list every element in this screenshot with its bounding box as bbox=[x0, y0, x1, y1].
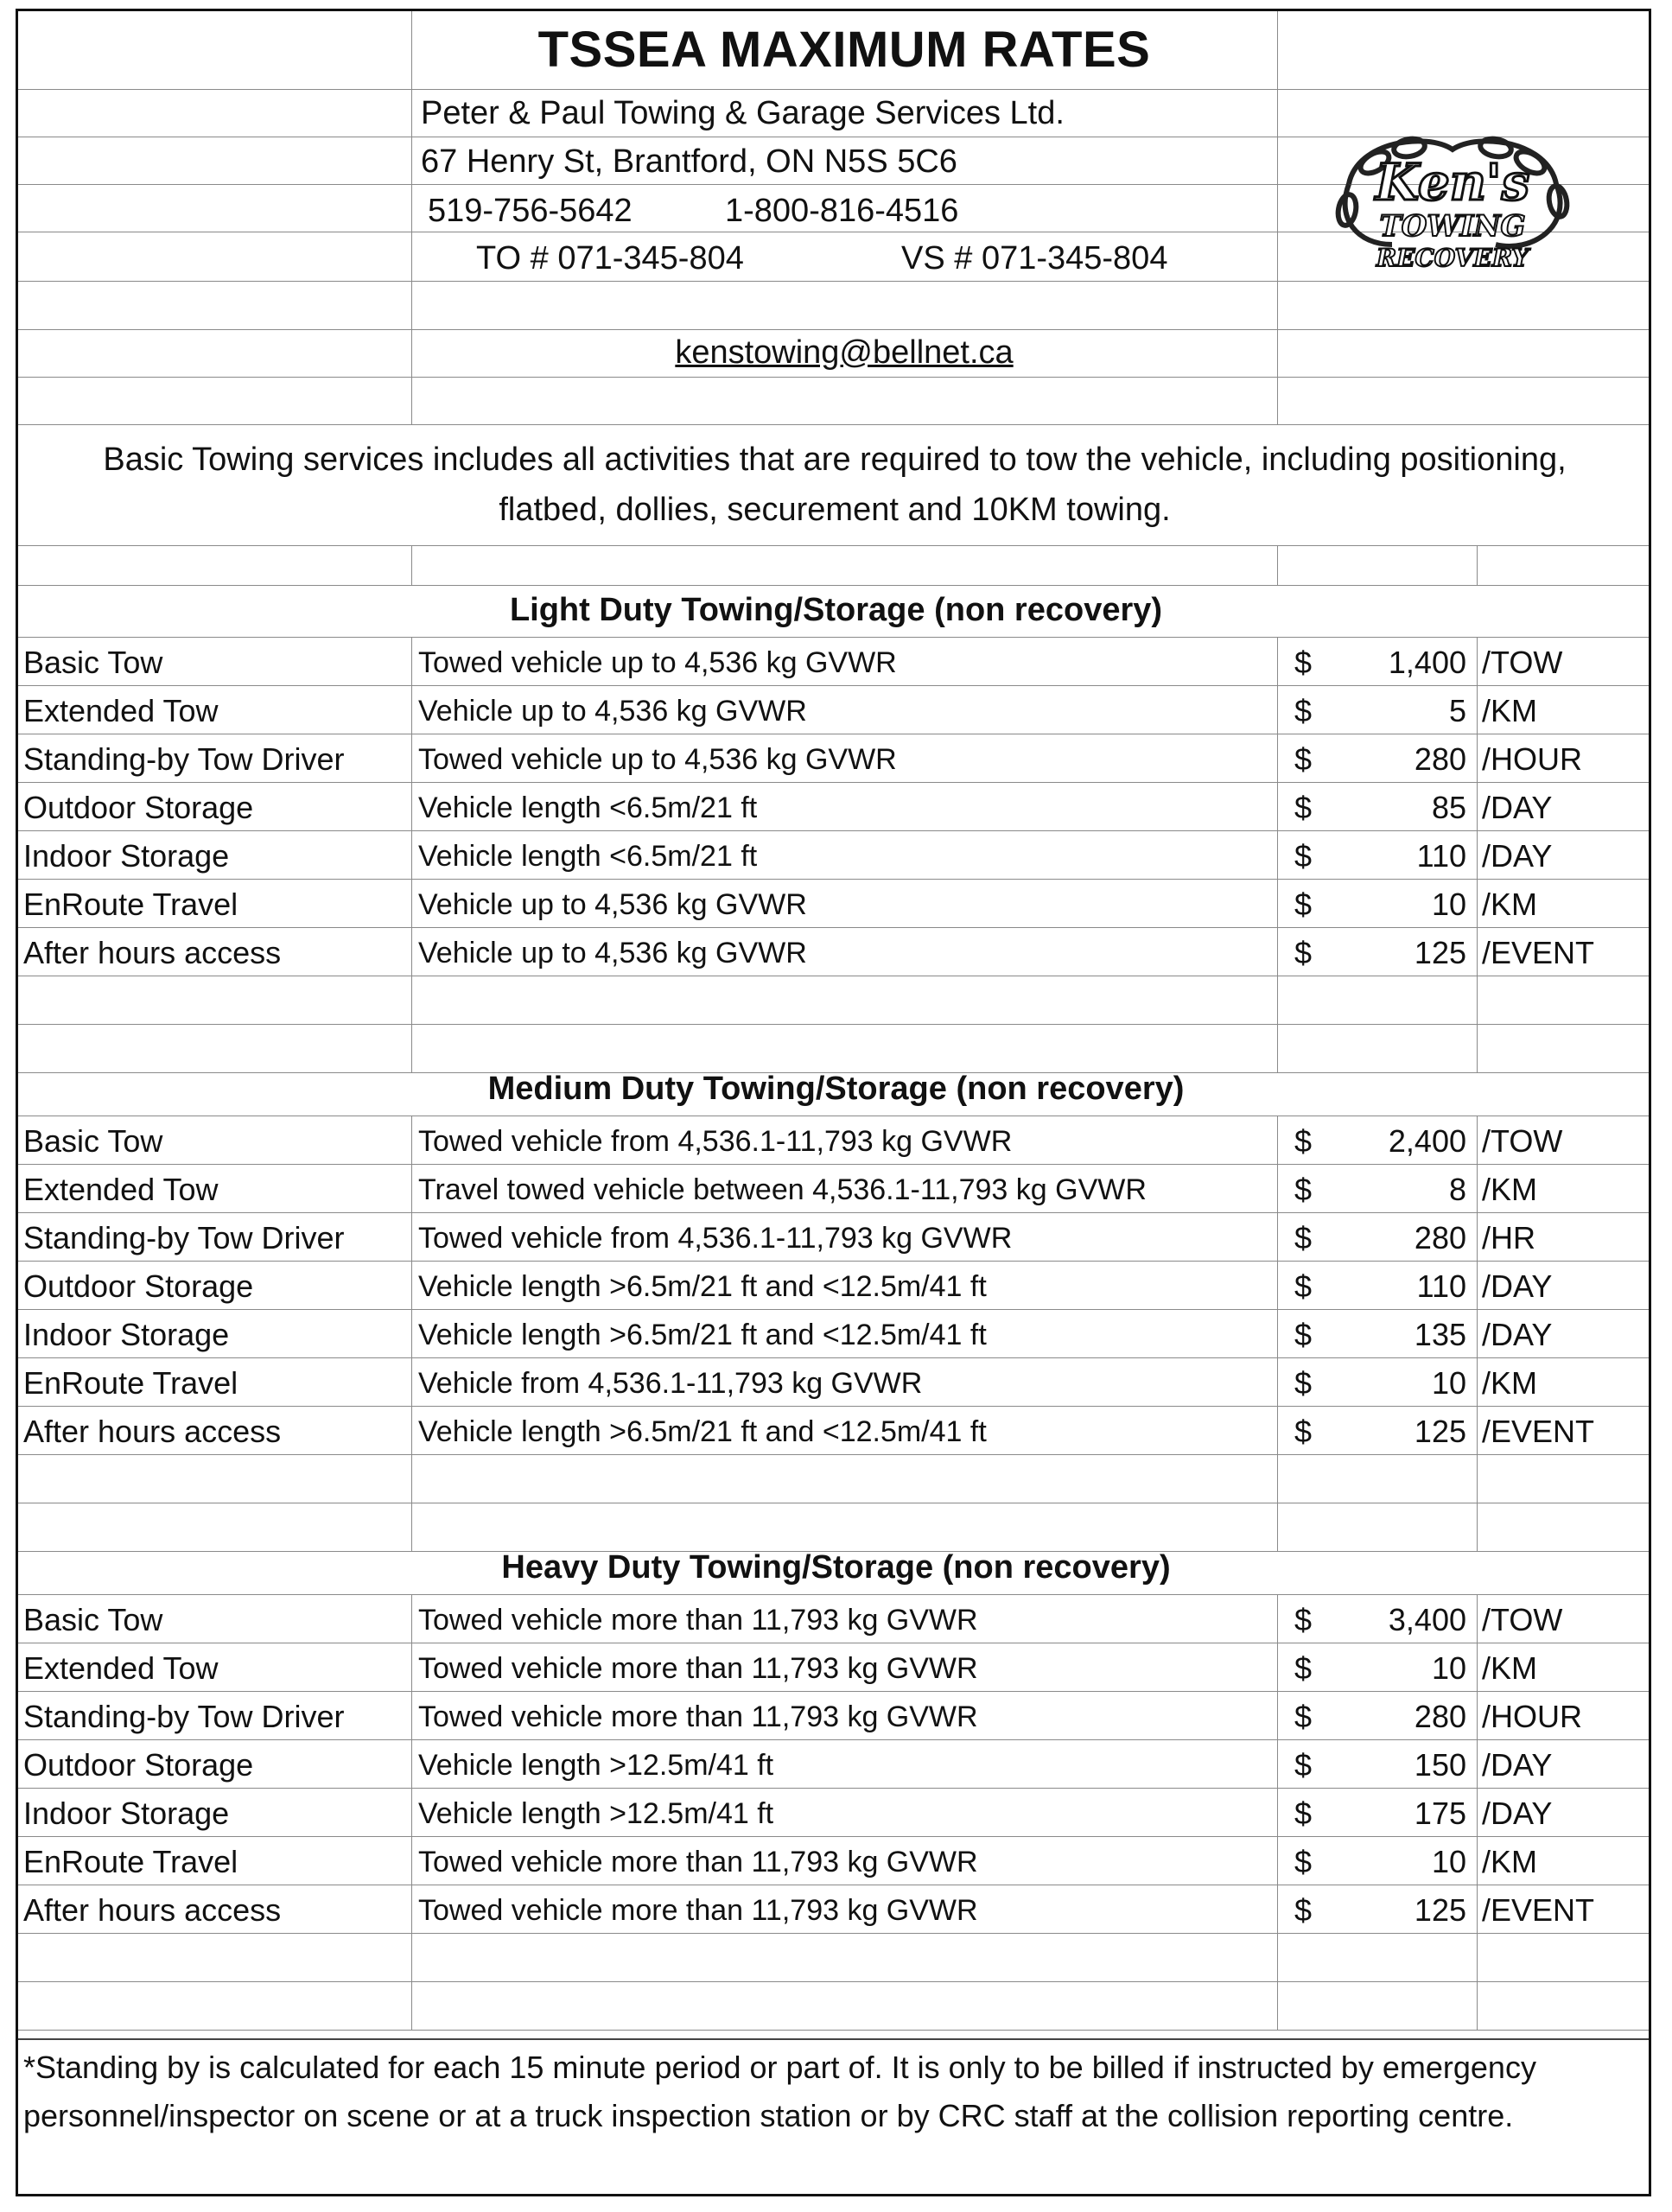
rate-unit: /KM bbox=[1482, 693, 1538, 728]
rate-amount: 85 bbox=[1431, 790, 1466, 825]
service-description: Vehicle length <6.5m/21 ft bbox=[418, 840, 758, 873]
service-description: Towed vehicle from 4,536.1-11,793 kg GVWR bbox=[418, 1222, 1013, 1255]
rate-unit: /HR bbox=[1482, 1220, 1535, 1255]
row-divider bbox=[18, 1836, 1649, 1837]
rate-amount: 125 bbox=[1414, 1892, 1466, 1928]
rate-unit: /DAY bbox=[1482, 838, 1553, 874]
dollar-sign: $ bbox=[1294, 1123, 1313, 1159]
service-description: Towed vehicle up to 4,536 kg GVWR bbox=[418, 743, 897, 776]
rate-unit: /HOUR bbox=[1482, 1699, 1582, 1734]
rate-unit: /DAY bbox=[1482, 1317, 1553, 1352]
dollar-sign: $ bbox=[1294, 1602, 1313, 1637]
dollar-sign: $ bbox=[1294, 1414, 1313, 1449]
dollar-sign: $ bbox=[1294, 1365, 1313, 1401]
rate-amount: 2,400 bbox=[1388, 1123, 1466, 1159]
rate-unit: /HOUR bbox=[1482, 741, 1582, 777]
service-name: Outdoor Storage bbox=[23, 1747, 254, 1783]
service-name: Standing-by Tow Driver bbox=[23, 741, 345, 777]
phone-local: 519-756-5642 bbox=[428, 193, 633, 229]
column-divider bbox=[411, 1594, 412, 2030]
logo-line1: Ken's bbox=[1375, 153, 1530, 212]
service-name: EnRoute Travel bbox=[23, 1365, 238, 1401]
service-name: EnRoute Travel bbox=[23, 887, 238, 922]
page-title: TSSEA MAXIMUM RATES bbox=[537, 22, 1151, 78]
dollar-sign: $ bbox=[1294, 790, 1313, 825]
service-name: EnRoute Travel bbox=[23, 1844, 238, 1879]
logo-line3: RECOVERY bbox=[1376, 244, 1529, 272]
row-divider bbox=[18, 1933, 1649, 1934]
service-name: After hours access bbox=[23, 1414, 282, 1449]
service-description: Towed vehicle more than 11,793 kg GVWR bbox=[418, 1894, 978, 1927]
service-description: Vehicle from 4,536.1-11,793 kg GVWR bbox=[418, 1367, 923, 1400]
service-description: Towed vehicle more than 11,793 kg GVWR bbox=[418, 1846, 978, 1878]
rate-unit: /DAY bbox=[1482, 790, 1553, 825]
service-name: After hours access bbox=[23, 1892, 282, 1928]
logo-line2: TOWING bbox=[1379, 209, 1526, 244]
service-description: Vehicle length <6.5m/21 ft bbox=[418, 791, 758, 824]
rate-amount: 10 bbox=[1431, 1365, 1466, 1401]
rate-unit: /DAY bbox=[1482, 1268, 1553, 1304]
rate-unit: /KM bbox=[1482, 1650, 1538, 1686]
service-description: Vehicle length >6.5m/21 ft and <12.5m/41 ft bbox=[418, 1270, 987, 1303]
service-name: Standing-by Tow Driver bbox=[23, 1220, 345, 1255]
dollar-sign: $ bbox=[1294, 887, 1313, 922]
row-divider bbox=[18, 1788, 1649, 1789]
service-description: Towed vehicle more than 11,793 kg GVWR bbox=[418, 1604, 978, 1637]
dollar-sign: $ bbox=[1294, 1747, 1313, 1783]
footnote: *Standing by is calculated for each 15 minute period or part of. It is only to be billed if instructed by emergency personnel/inspector on scene or at a truck inspection station or by CRC staff at the collision reporting centre. bbox=[23, 2050, 1536, 2133]
phone-toll-free: 1-800-816-4516 bbox=[725, 193, 959, 229]
service-name: Standing-by Tow Driver bbox=[23, 1699, 345, 1734]
rate-amount: 175 bbox=[1414, 1796, 1466, 1831]
service-description: Vehicle length >6.5m/21 ft and <12.5m/41 ft bbox=[418, 1319, 987, 1351]
email-link[interactable]: kenstowing@bellnet.ca bbox=[675, 334, 1014, 371]
service-name: Basic Tow bbox=[23, 1602, 163, 1637]
rate-amount: 110 bbox=[1416, 1268, 1466, 1304]
service-name: Indoor Storage bbox=[23, 1317, 230, 1352]
row-divider bbox=[18, 1739, 1649, 1740]
rate-amount: 10 bbox=[1431, 1650, 1466, 1686]
rate-unit: /TOW bbox=[1482, 645, 1563, 680]
rate-unit: /EVENT bbox=[1482, 1414, 1595, 1449]
service-description: Towed vehicle from 4,536.1-11,793 kg GVWR bbox=[418, 1125, 1013, 1158]
rate-amount: 280 bbox=[1414, 1220, 1466, 1255]
rate-unit: /DAY bbox=[1482, 1747, 1553, 1783]
service-description: Vehicle length >6.5m/21 ft and <12.5m/41 ft bbox=[418, 1415, 987, 1448]
rate-amount: 125 bbox=[1414, 1414, 1466, 1449]
dollar-sign: $ bbox=[1294, 693, 1313, 728]
rate-amount: 150 bbox=[1414, 1747, 1466, 1783]
service-description: Vehicle up to 4,536 kg GVWR bbox=[418, 888, 807, 921]
service-name: Outdoor Storage bbox=[23, 790, 254, 825]
service-name: Indoor Storage bbox=[23, 1796, 230, 1831]
dollar-sign: $ bbox=[1294, 1699, 1313, 1734]
dollar-sign: $ bbox=[1294, 1317, 1313, 1352]
dollar-sign: $ bbox=[1294, 1172, 1313, 1207]
intro-note: Basic Towing services includes all activities that are required to tow the vehicle, including positioning, flatbed, dollies, securement and 10KM towing. bbox=[103, 442, 1567, 528]
rate-unit: /EVENT bbox=[1482, 1892, 1595, 1928]
rate-unit: /KM bbox=[1482, 1844, 1538, 1879]
dollar-sign: $ bbox=[1294, 1796, 1313, 1831]
rate-unit: /EVENT bbox=[1482, 935, 1595, 970]
section-title: Light Duty Towing/Storage (non recovery) bbox=[509, 592, 1163, 628]
rate-amount: 10 bbox=[1431, 887, 1466, 922]
service-name: Extended Tow bbox=[23, 1650, 219, 1686]
section-title: Medium Duty Towing/Storage (non recovery) bbox=[487, 1071, 1185, 1107]
service-description: Vehicle up to 4,536 kg GVWR bbox=[418, 695, 807, 728]
rate-amount: 280 bbox=[1414, 1699, 1466, 1734]
service-name: After hours access bbox=[23, 935, 282, 970]
rate-unit: /KM bbox=[1482, 1365, 1538, 1401]
dollar-sign: $ bbox=[1294, 1268, 1313, 1304]
column-divider bbox=[1477, 1594, 1478, 2030]
service-name: Basic Tow bbox=[23, 1123, 163, 1159]
dollar-sign: $ bbox=[1294, 838, 1313, 874]
dollar-sign: $ bbox=[1294, 1844, 1313, 1879]
company-name: Peter & Paul Towing & Garage Services Ltd. bbox=[421, 95, 1065, 131]
rate-unit: /KM bbox=[1482, 1172, 1538, 1207]
dollar-sign: $ bbox=[1294, 1892, 1313, 1928]
rate-amount: 125 bbox=[1414, 935, 1466, 970]
dollar-sign: $ bbox=[1294, 645, 1313, 680]
rate-amount: 280 bbox=[1414, 741, 1466, 777]
rate-section-heavy bbox=[18, 11, 1649, 2194]
rate-unit: /KM bbox=[1482, 887, 1538, 922]
rate-amount: 5 bbox=[1448, 693, 1466, 728]
row-divider bbox=[18, 1981, 1649, 1982]
rate-amount: 1,400 bbox=[1388, 645, 1466, 680]
rate-unit: /DAY bbox=[1482, 1796, 1553, 1831]
rate-amount: 3,400 bbox=[1388, 1602, 1466, 1637]
rate-amount: 135 bbox=[1414, 1317, 1466, 1352]
rate-amount: 8 bbox=[1448, 1172, 1466, 1207]
service-description: Vehicle length >12.5m/41 ft bbox=[418, 1797, 774, 1830]
service-name: Basic Tow bbox=[23, 645, 163, 680]
row-divider bbox=[18, 2030, 1649, 2031]
vs-number: VS # 071-345-804 bbox=[901, 240, 1168, 276]
dollar-sign: $ bbox=[1294, 1650, 1313, 1686]
service-name: Extended Tow bbox=[23, 693, 219, 728]
service-description: Vehicle up to 4,536 kg GVWR bbox=[418, 937, 807, 969]
row-divider bbox=[18, 1691, 1649, 1692]
to-number: TO # 071-345-804 bbox=[476, 240, 744, 276]
rate-unit: /TOW bbox=[1482, 1602, 1563, 1637]
service-description: Towed vehicle up to 4,536 kg GVWR bbox=[418, 646, 897, 679]
rate-unit: /TOW bbox=[1482, 1123, 1563, 1159]
column-divider bbox=[1277, 1594, 1278, 2030]
dollar-sign: $ bbox=[1294, 935, 1313, 970]
rate-amount: 10 bbox=[1431, 1844, 1466, 1879]
service-description: Travel towed vehicle between 4,536.1-11,793 kg GVWR bbox=[418, 1173, 1147, 1206]
rate-amount: 110 bbox=[1416, 838, 1466, 874]
service-name: Indoor Storage bbox=[23, 838, 230, 874]
service-name: Extended Tow bbox=[23, 1172, 219, 1207]
service-name: Outdoor Storage bbox=[23, 1268, 254, 1304]
section-title: Heavy Duty Towing/Storage (non recovery) bbox=[501, 1549, 1171, 1586]
dollar-sign: $ bbox=[1294, 741, 1313, 777]
row-divider bbox=[18, 1594, 1649, 1595]
company-address: 67 Henry St, Brantford, ON N5S 5C6 bbox=[421, 143, 957, 180]
service-description: Vehicle length >12.5m/41 ft bbox=[418, 1749, 774, 1782]
service-description: Towed vehicle more than 11,793 kg GVWR bbox=[418, 1652, 978, 1685]
rate-sheet bbox=[16, 9, 1651, 2196]
service-description: Towed vehicle more than 11,793 kg GVWR bbox=[418, 1700, 978, 1733]
dollar-sign: $ bbox=[1294, 1220, 1313, 1255]
